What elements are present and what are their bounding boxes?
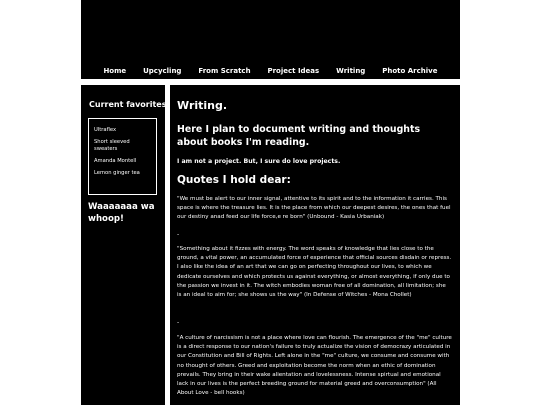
site-header (81, 0, 460, 79)
quote-text: "A culture of narcissism is not a place where love can flourish. The emergence of the "me" culture is a direct response to our nation's failure to truly actualize the vision of democrazy articulated in our Constitution and Bill of Rights. Left alone in the "me" culture, we consume and consume with no thought of others. Greed and exploitation become the norm when an ethic of domination prevails. They bring in their wake alientation and lovelessness. Intense spirtual and emotional lack in our lives is the perfect breeding ground for material greed and overconsumption" (All About Love - bell hooks) (177, 335, 452, 397)
main-nav (81, 67, 460, 75)
quote-text: "We must be alert to our inner signal, attentive to its spirit and to the information it carries. This space is where the treasure lies. It is the place from which our deepest desires, the ones that fuel our destiny anad feed our life force,e re born" (Unbound - Kasia Urbaniak) (177, 196, 451, 221)
page-title: Writing. (177, 99, 228, 112)
favorite-item: Short sleeved sweaters (94, 139, 130, 152)
main-content (170, 85, 460, 405)
nav-link-writing[interactable]: Writing (336, 67, 366, 75)
sidebar (81, 85, 165, 405)
tagline: I am not a project. But, I sure do love projects. (177, 158, 341, 165)
favorite-item: Lemon ginger tea (94, 170, 140, 176)
nav-link-photo-archive[interactable]: Photo Archive (382, 67, 438, 75)
nav-link-from-scratch[interactable]: From Scratch (198, 67, 251, 75)
sidebar-shout: Waaaaaaa wa whoop! (88, 202, 155, 224)
quotes-heading: Quotes I hold dear: (177, 174, 291, 186)
nav-link-home[interactable]: Home (103, 67, 127, 75)
quote-separator: - (177, 319, 180, 326)
sidebar-title: Current favorites (89, 100, 167, 109)
quote-separator: - (177, 231, 180, 238)
favorite-item: Amanda Montell (94, 158, 137, 164)
nav-link-project-ideas[interactable]: Project Ideas (267, 67, 320, 75)
nav-link-upcycling[interactable]: Upcycling (143, 67, 182, 75)
favorite-item: Ultraflex (94, 127, 117, 133)
page-intro: Here I plan to document writing and thoughts about books I'm reading. (177, 124, 421, 148)
quote-text: "Something about it fizzes with energy. The word speaks of knowledge that lies close to the ground, a vital power, an accumulated force of experience that official sources disdain or repress. I also like the idea of an art that we can go on perfecting throughout our lives, to which we dedicate ourselves and which protects us against everything, or almost everything, if only due to the passion we invest in it. The witch embodies woman free of all domination, all limitation; she is an ideal to aim for; she shows us the way" (In Defense of Witches - Mona Chollet) (177, 246, 452, 299)
favorites-box (88, 118, 157, 195)
